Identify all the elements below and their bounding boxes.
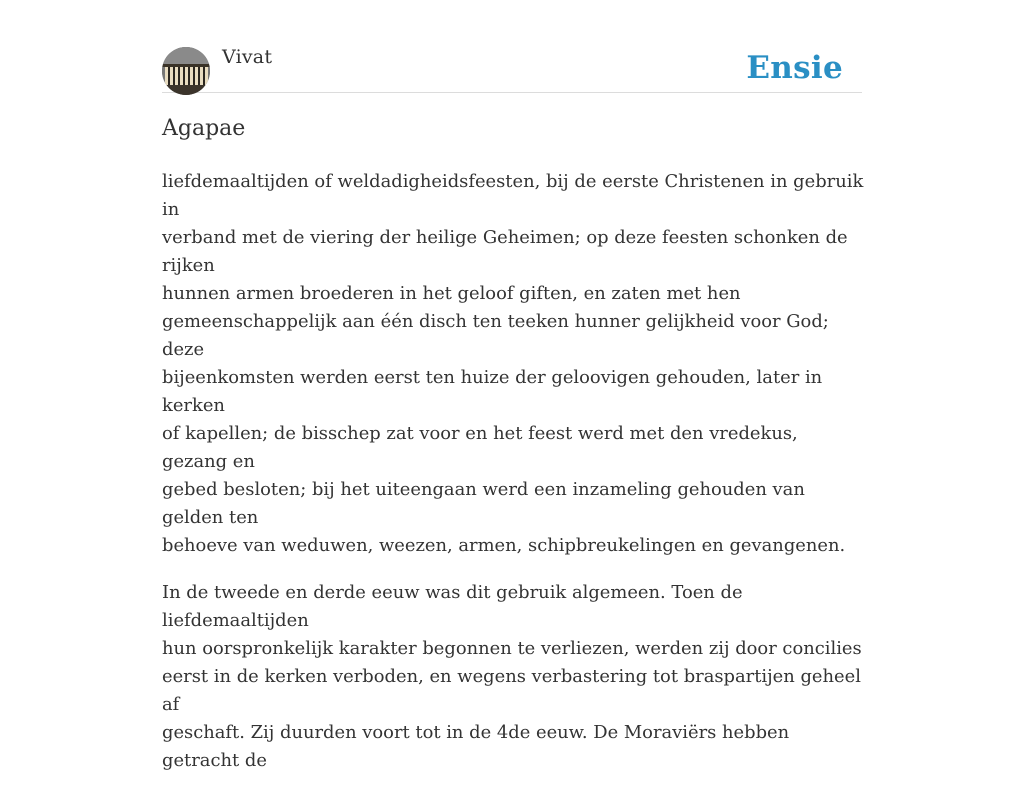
- avatar-image: [162, 47, 210, 95]
- article-paragraph: liefdemaaltijden of weldadigheidsfeesten, bij de eerste Christenen in gebruik in verband met de viering der heilige Geheimen; op deze feesten schonken de rijken hunnen armen broederen in het geloof giften, en zaten met hen gemeenschappelijk aan één disch ten teeken hunner gelijkheid voor God; deze bijeenkomsten werden eerst ten huize der geloovigen gehouden, later in kerken of kapellen; de bisschep zat voor en het feest werd met den vredekus, gezang en gebed besloten; bij het uiteengaan werd een inzameling gehouden van gelden ten behoeve van weduwen, weezen, armen, schipbreukelingen en gevangenen.: [162, 171, 864, 556]
- article-title: Agapae: [162, 116, 246, 141]
- article-paragraph: In de tweede en derde eeuw was dit gebruik algemeen. Toen de liefdemaaltijden hun oorspronkelijk karakter begonnen te verliezen, werden zij door concilies eerst in de kerken verboden, en wegens verbastering tot braspartijen geheel af geschaft. Zij duurden voort tot in de 4de eeuw. De Moraviërs hebben getracht de: [162, 582, 862, 771]
- article-page: [162, 0, 864, 771]
- author-name[interactable]: Vivat: [222, 46, 273, 68]
- header: [162, 0, 862, 93]
- avatar-photo-icon[interactable]: [162, 47, 210, 95]
- brand-logo[interactable]: Ensie: [746, 50, 843, 86]
- article-body: [162, 168, 867, 794]
